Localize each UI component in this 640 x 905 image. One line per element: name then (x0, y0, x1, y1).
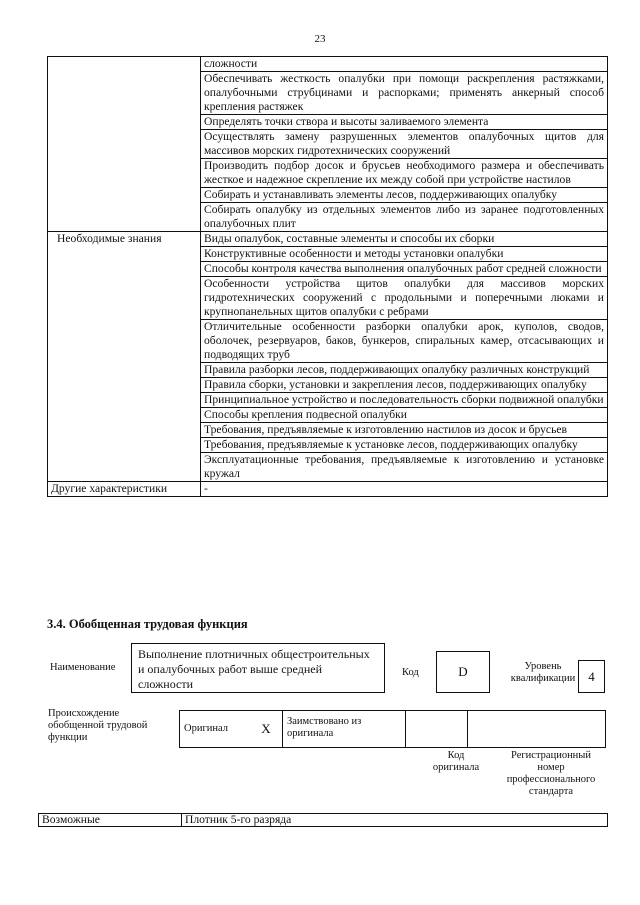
knowledge-item: Правила разборки лесов, поддерживающих опалубку различных конструкций (201, 363, 608, 378)
table-row (48, 72, 608, 115)
table-row (48, 363, 608, 378)
table-row (180, 711, 606, 748)
name-label: Наименование (50, 662, 116, 673)
table-row (48, 482, 608, 497)
possible-table (38, 813, 608, 827)
label-cell-empty (48, 203, 201, 232)
knowledge-item: Правила сборки, установки и закрепления лесов, поддерживающих опалубку (201, 378, 608, 393)
origin-label: Происхождение обобщенной трудовой функции (48, 708, 148, 743)
code-label: Код (402, 667, 419, 678)
other-characteristics-value: - (201, 482, 608, 497)
label-cell-empty (48, 130, 201, 159)
table-row (48, 393, 608, 408)
label-cell-empty (48, 262, 201, 277)
knowledge-item: Отличительные особенности разборки опалубки арок, куполов, сводов, оболочек, резервуаров, баков, бункеров, спиральных камер, отсасывающих и подводящих труб (201, 320, 608, 363)
table-row (48, 408, 608, 423)
skill-item: Обеспечивать жесткость опалубки при помощи раскрепления растяжками, опалубочными струбцинами и распорками; применять анкерный способ крепления растяжек (201, 72, 608, 115)
label-cell-empty (48, 247, 201, 262)
label-cell-empty (48, 438, 201, 453)
label-cell-empty (48, 57, 201, 72)
table-row (48, 203, 608, 232)
label-cell-empty (48, 408, 201, 423)
label-cell-empty (48, 363, 201, 378)
table-row (48, 159, 608, 188)
table-row (48, 438, 608, 453)
knowledge-item: Способы крепления подвесной опалубки (201, 408, 608, 423)
origin-table (179, 710, 606, 748)
table-row (48, 453, 608, 482)
label-cell-empty (48, 159, 201, 188)
code-original-cell (406, 711, 468, 748)
label-cell-empty (48, 320, 201, 363)
possible-value: Плотник 5-го разряда (182, 814, 608, 827)
table-row (48, 57, 608, 72)
table-row (48, 188, 608, 203)
table-row (48, 277, 608, 320)
knowledge-item: Особенности устройства щитов опалубки для массивов морских гидротехнических сооружений с продольными и поперечными люками и крупнопанельных щитов опалубки с ребрами (201, 277, 608, 320)
knowledge-item: Эксплуатационные требования, предъявляемые к изготовлению и установке кружал (201, 453, 608, 482)
label-cell-empty (48, 453, 201, 482)
reg-number-cell (468, 711, 606, 748)
table-row (48, 232, 608, 247)
table-row (39, 814, 608, 827)
possible-label: Возможные (39, 814, 182, 827)
original-label: Оригинал (180, 711, 251, 748)
skill-item: сложности (201, 57, 608, 72)
knowledge-item: Виды опалубок, составные элементы и способы их сборки (201, 232, 608, 247)
section-heading: 3.4. Обобщенная трудовая функция (47, 617, 248, 631)
label-cell-empty (48, 393, 201, 408)
level-value-box: 4 (578, 660, 605, 693)
label-cell-empty (48, 115, 201, 130)
function-name-box: Выполнение плотничных общестроительных и опалубочных работ выше средней сложности (131, 643, 385, 693)
knowledge-label: Необходимые знания (48, 232, 201, 247)
table-row (48, 262, 608, 277)
table-row (48, 423, 608, 438)
table-row (48, 130, 608, 159)
competency-table (47, 56, 608, 497)
other-characteristics-label: Другие характеристики (48, 482, 201, 497)
label-cell-empty (48, 72, 201, 115)
original-mark: X (250, 711, 283, 748)
code-original-label: Код оригинала (432, 750, 480, 773)
label-cell-empty (48, 188, 201, 203)
reg-number-label: Регистрационный номер профессионального стандарта (506, 750, 596, 797)
knowledge-item: Способы контроля качества выполнения опалубочных работ средней сложности (201, 262, 608, 277)
knowledge-item: Принципиальное устройство и последовательность сборки подвижной опалубки (201, 393, 608, 408)
knowledge-item: Требования, предъявляемые к изготовлению настилов из досок и брусьев (201, 423, 608, 438)
borrowed-label: Заимствовано из оригинала (283, 711, 406, 748)
code-value-box: D (436, 651, 490, 693)
table-row (48, 320, 608, 363)
page-number: 23 (314, 33, 326, 45)
label-cell-empty (48, 277, 201, 320)
skill-item: Производить подбор досок и брусьев необходимого размера и обеспечивать жесткое и надежное скрепление их между собой при устройстве настилов (201, 159, 608, 188)
table-row (48, 115, 608, 130)
table-row (48, 378, 608, 393)
skill-item: Собирать опалубку из отдельных элементов либо из заранее подготовленных опалубочных плит (201, 203, 608, 232)
skill-item: Собирать и устанавливать элементы лесов, поддерживающих опалубку (201, 188, 608, 203)
knowledge-item: Конструктивные особенности и методы установки опалубки (201, 247, 608, 262)
knowledge-item: Требования, предъявляемые к установке лесов, поддерживающих опалубку (201, 438, 608, 453)
table-row (48, 247, 608, 262)
level-label: Уровень квалификации (510, 661, 576, 684)
skill-item: Осуществлять замену разрушенных элементов опалубочных щитов для массивов морских гидротехнических сооружений (201, 130, 608, 159)
skill-item: Определять точки створа и высоты заливаемого элемента (201, 115, 608, 130)
label-cell-empty (48, 423, 201, 438)
label-cell-empty (48, 378, 201, 393)
